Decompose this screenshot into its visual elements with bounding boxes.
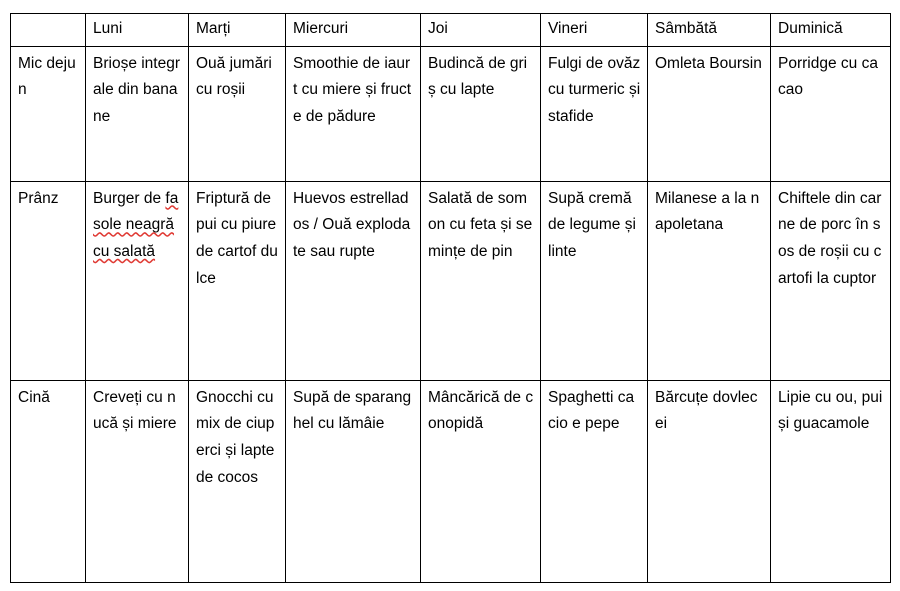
- meal-cell-lunch-luni: [86, 181, 189, 380]
- meal-cell-breakfast-marti: Ouă jumări cu roșii: [189, 46, 286, 181]
- meal-cell-dinner-sambata: Bărcuțe dovlecei: [648, 380, 771, 582]
- meal-cell-lunch-vineri: Supă cremă de legume și linte: [541, 181, 648, 380]
- corner-header-cell: [11, 14, 86, 47]
- day-header-duminica: Duminică: [771, 14, 891, 47]
- meal-cell-lunch-joi: Salată de somon cu feta și semințe de pin: [421, 181, 541, 380]
- meal-label-dinner: Cină: [11, 380, 86, 582]
- table-row-breakfast: [11, 46, 891, 181]
- meal-cell-lunch-duminica: Chiftele din carne de porc în sos de roșii cu cartofi la cuptor: [771, 181, 891, 380]
- meal-cell-breakfast-miercuri: Smoothie de iaurt cu miere și fructe de pădure: [286, 46, 421, 181]
- day-header-marti: Marți: [189, 14, 286, 47]
- meal-cell-breakfast-vineri: Fulgi de ovăz cu turmeric și stafide: [541, 46, 648, 181]
- spellcheck-flagged-text: fasole neagră cu salată: [93, 189, 179, 260]
- meal-cell-breakfast-duminica: Porridge cu cacao: [771, 46, 891, 181]
- meal-label-lunch: Prânz: [11, 181, 86, 380]
- meal-cell-dinner-miercuri: Supă de sparanghel cu lămâie: [286, 380, 421, 582]
- meal-cell-breakfast-luni: Brioșe integrale din banane: [86, 46, 189, 181]
- day-header-vineri: Vineri: [541, 14, 648, 47]
- table-row-dinner: [11, 380, 891, 582]
- meal-label-breakfast: Mic dejun: [11, 46, 86, 181]
- meal-cell-lunch-miercuri: Huevos estrellados / Ouă explodate sau rupte: [286, 181, 421, 380]
- meal-cell-dinner-vineri: Spaghetti cacio e pepe: [541, 380, 648, 582]
- day-header-miercuri: Miercuri: [286, 14, 421, 47]
- meal-cell-dinner-duminica: Lipie cu ou, pui și guacamole: [771, 380, 891, 582]
- day-header-joi: Joi: [421, 14, 541, 47]
- meal-cell-dinner-luni: Creveți cu nucă și miere: [86, 380, 189, 582]
- day-header-sambata: Sâmbătă: [648, 14, 771, 47]
- meal-cell-breakfast-sambata: Omleta Boursin: [648, 46, 771, 181]
- meal-cell-dinner-marti: Gnocchi cu mix de ciuperci și lapte de cocos: [189, 380, 286, 582]
- meal-cell-dinner-joi: Mâncărică de conopidă: [421, 380, 541, 582]
- day-header-luni: Luni: [86, 14, 189, 47]
- weekly-meal-plan-table: [10, 13, 891, 583]
- table-header-row: [11, 14, 891, 47]
- table-row-lunch: [11, 181, 891, 380]
- text-fragment-plain: Burger de: [93, 189, 166, 207]
- meal-cell-lunch-marti: Friptură de pui cu piure de cartof dulce: [189, 181, 286, 380]
- meal-cell-breakfast-joi: Budincă de griș cu lapte: [421, 46, 541, 181]
- meal-cell-lunch-sambata: Milanese a la napoletana: [648, 181, 771, 380]
